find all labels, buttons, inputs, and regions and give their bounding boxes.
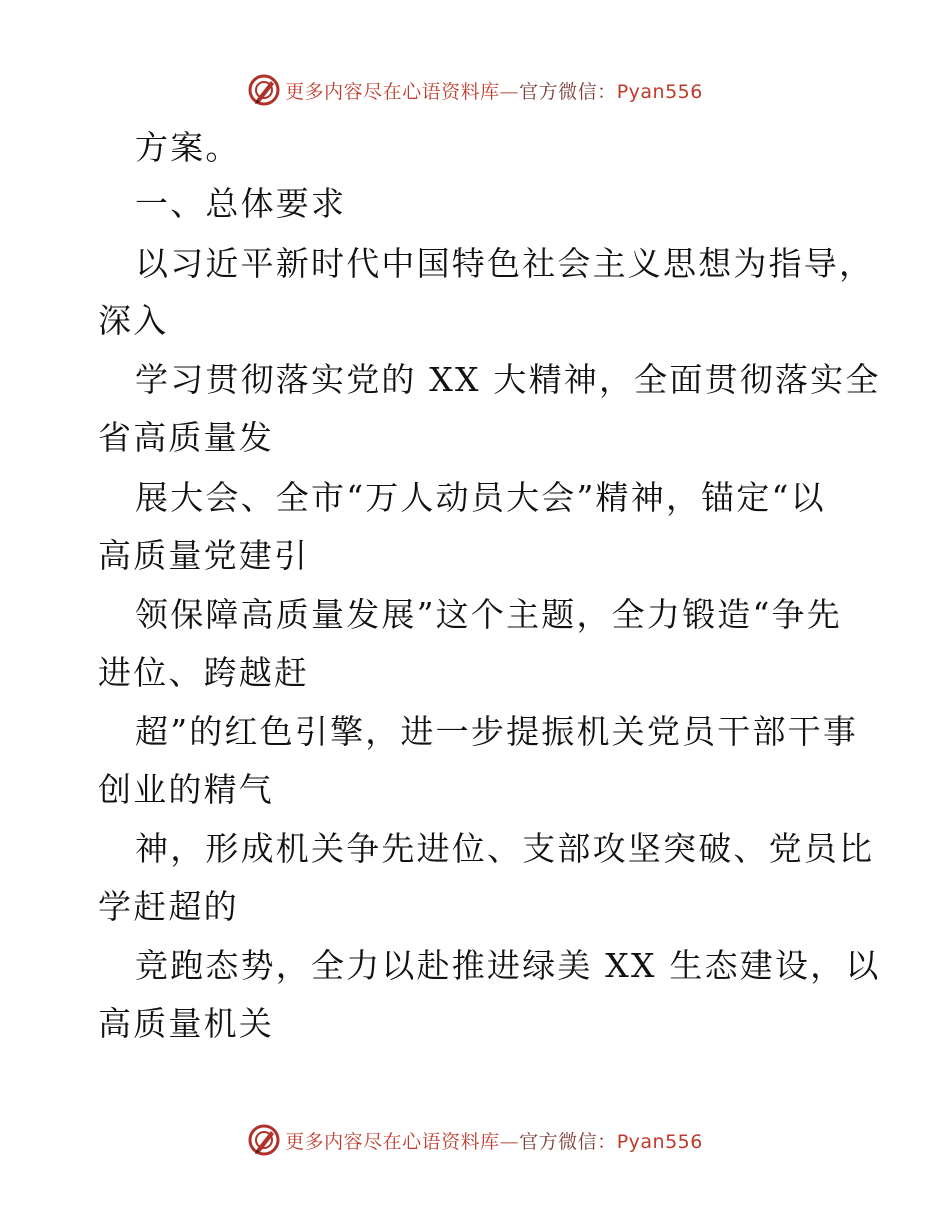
banner-wechat-id: Pyan556 [616, 80, 703, 103]
body-line: 高质量机关 [98, 1004, 274, 1043]
body-line: 超”的红色引擎，进一步提振机关党员干部干事 [135, 712, 859, 751]
body-line: 学习贯彻落实党的 XX 大精神，全面贯彻落实全 [135, 360, 881, 399]
body-line: 竞跑态势，全力以赴推进绿美 XX 生态建设，以 [135, 946, 881, 985]
banner-wechat-id: Pyan556 [616, 1130, 703, 1153]
body-line: 方案。 [135, 128, 241, 167]
body-line: 进位、跨越赶 [98, 653, 310, 692]
body-line: 神，形成机关争先进位、支部攻坚突破、党员比 [135, 829, 875, 868]
body-line: 展大会、全市“万人动员大会”精神，锚定“以 [135, 478, 826, 517]
pen-logo-icon [247, 1123, 281, 1157]
header-watermark-banner [0, 70, 950, 110]
section-heading: 一、总体要求 [135, 184, 347, 223]
banner-dash: — [499, 1130, 520, 1153]
banner-text [285, 77, 703, 104]
pen-logo-icon [247, 73, 281, 107]
body-line: 省高质量发 [98, 418, 274, 457]
body-line: 学赶超的 [98, 887, 239, 926]
body-line: 高质量党建引 [98, 536, 310, 575]
banner-dash: — [499, 80, 520, 103]
banner-wechat-label: 官方微信： [519, 80, 617, 103]
banner-title: 更多内容尽在心语资料库 [285, 1130, 500, 1153]
footer-watermark-banner [0, 1120, 950, 1160]
body-line: 领保障高质量发展”这个主题，全力锻造“争先 [135, 595, 842, 634]
banner-title: 更多内容尽在心语资料库 [285, 80, 500, 103]
body-line: 创业的精气 [98, 770, 274, 809]
body-line: 以习近平新时代中国特色社会主义思想为指导， [135, 244, 875, 283]
banner-text [285, 1127, 703, 1154]
body-line: 深入 [98, 301, 169, 340]
banner-wechat-label: 官方微信： [519, 1130, 617, 1153]
